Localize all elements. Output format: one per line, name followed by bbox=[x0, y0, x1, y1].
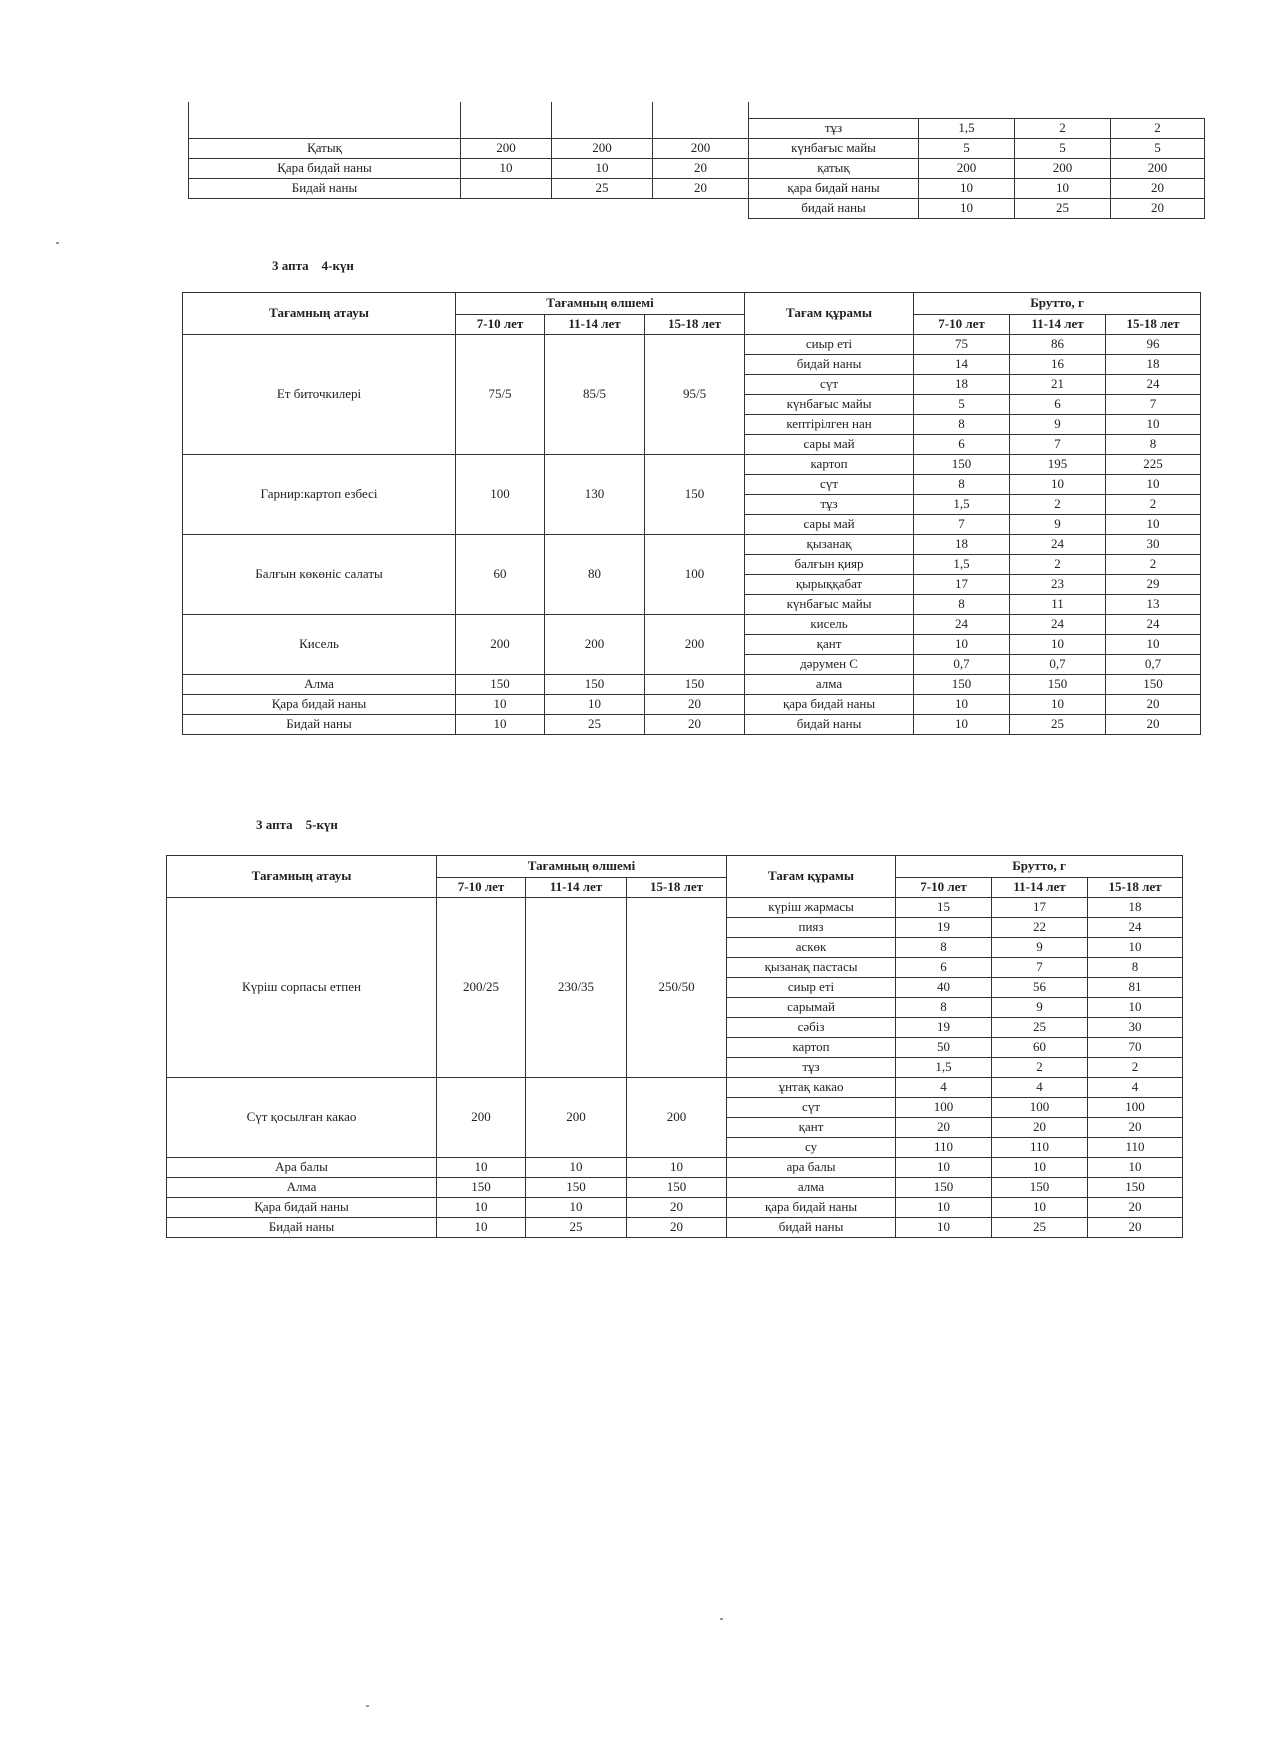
brutto-11-14-cell: 86 bbox=[1010, 335, 1106, 355]
portion-15-18-cell: 100 bbox=[645, 535, 745, 615]
ingredient-cell: қырыққабат bbox=[745, 575, 914, 595]
ingredient-cell: сүт bbox=[745, 475, 914, 495]
header-row bbox=[167, 856, 1183, 878]
brutto-7-10-cell: 19 bbox=[896, 1018, 992, 1038]
brutto-11-14-cell: 10 bbox=[1010, 475, 1106, 495]
brutto-15-18-cell: 150 bbox=[1106, 675, 1201, 695]
brutto-7-10-cell: 24 bbox=[914, 615, 1010, 635]
table-row bbox=[183, 695, 1201, 715]
brutto-15-18-cell: 24 bbox=[1106, 615, 1201, 635]
brutto-7-10-cell: 6 bbox=[896, 958, 992, 978]
brutto-15-18-cell: 10 bbox=[1088, 1158, 1183, 1178]
brutto-7-10-cell: 8 bbox=[896, 998, 992, 1018]
portion-7-10-cell: 10 bbox=[437, 1158, 526, 1178]
blank-cell bbox=[653, 102, 749, 138]
brutto-15-18-cell: 100 bbox=[1088, 1098, 1183, 1118]
dish-name-cell: Гарнир:картоп езбесі bbox=[183, 455, 456, 535]
table-row bbox=[183, 675, 1201, 695]
brutto-11-14-cell: 2 bbox=[1010, 555, 1106, 575]
brutto-15-18-cell: 29 bbox=[1106, 575, 1201, 595]
portion-15-18-cell: 10 bbox=[627, 1158, 727, 1178]
ingredient-cell: пияз bbox=[727, 918, 896, 938]
ingredient-cell: сәбіз bbox=[727, 1018, 896, 1038]
brutto-7-10-cell: 5 bbox=[919, 139, 1015, 159]
portion-11-14-cell: 200 bbox=[526, 1078, 627, 1158]
table-row bbox=[189, 158, 749, 178]
brutto-11-14-cell: 100 bbox=[992, 1098, 1088, 1118]
ingredient-cell: сүт bbox=[727, 1098, 896, 1118]
brutto-7-10-cell: 40 bbox=[896, 978, 992, 998]
brutto-15-18-cell: 20 bbox=[1106, 695, 1201, 715]
day4-table bbox=[182, 292, 1201, 735]
brutto-15-18-cell: 10 bbox=[1106, 635, 1201, 655]
table-row bbox=[167, 1158, 1183, 1178]
brutto-7-10-cell: 20 bbox=[896, 1118, 992, 1138]
brutto-7-10-cell: 1,5 bbox=[896, 1058, 992, 1078]
brutto-15-18-cell: 20 bbox=[1111, 199, 1205, 219]
day4-title: 3 апта 4-күн bbox=[272, 258, 354, 273]
brutto-7-10-cell: 75 bbox=[914, 335, 1010, 355]
brutto-15-18-cell: 18 bbox=[1106, 355, 1201, 375]
blank-cell bbox=[189, 102, 461, 138]
brutto-15-18-cell: 30 bbox=[1106, 535, 1201, 555]
header-age-age2: 11-14 лет bbox=[526, 878, 627, 898]
brutto-11-14-cell: 195 bbox=[1010, 455, 1106, 475]
portion-11-14-cell: 230/35 bbox=[526, 898, 627, 1078]
brutto-11-14-cell: 5 bbox=[1015, 139, 1111, 159]
brutto-11-14-cell: 2 bbox=[1015, 119, 1111, 139]
brutto-15-18-cell: 10 bbox=[1088, 938, 1183, 958]
brutto-7-10-cell: 0,7 bbox=[914, 655, 1010, 675]
brutto-7-10-cell: 1,5 bbox=[919, 119, 1015, 139]
header-composition: Тағам құрамы bbox=[727, 856, 896, 898]
ingredient-cell: ара балы bbox=[727, 1158, 896, 1178]
ingredient-cell: су bbox=[727, 1138, 896, 1158]
header-age-age3: 15-18 лет bbox=[627, 878, 727, 898]
brutto-11-14-cell: 6 bbox=[1010, 395, 1106, 415]
ingredient-cell: кептірілген нан bbox=[745, 415, 914, 435]
brutto-7-10-cell: 150 bbox=[896, 1178, 992, 1198]
ingredient-cell: ұнтақ какао bbox=[727, 1078, 896, 1098]
brutto-7-10-cell: 18 bbox=[914, 535, 1010, 555]
dish-name-cell: Балғын көкөніс салаты bbox=[183, 535, 456, 615]
brutto-11-14-cell: 9 bbox=[1010, 415, 1106, 435]
brutto-7-10-cell: 10 bbox=[896, 1158, 992, 1178]
brutto-11-14-cell: 9 bbox=[992, 998, 1088, 1018]
brutto-7-10-cell: 8 bbox=[914, 595, 1010, 615]
brutto-11-14-cell: 24 bbox=[1010, 535, 1106, 555]
portion-11-14-cell: 10 bbox=[545, 695, 645, 715]
portion-15-18-cell: 200 bbox=[627, 1078, 727, 1158]
brutto-11-14-cell: 10 bbox=[1010, 695, 1106, 715]
ingredient-cell: сары май bbox=[745, 435, 914, 455]
brutto-11-14-cell: 10 bbox=[992, 1198, 1088, 1218]
portion-7-10-cell: 10 bbox=[456, 715, 545, 735]
portion-11-14-cell: 150 bbox=[545, 675, 645, 695]
brutto-7-10-cell: 5 bbox=[914, 395, 1010, 415]
brutto-7-10-cell: 100 bbox=[896, 1098, 992, 1118]
brutto-15-18-cell: 24 bbox=[1106, 375, 1201, 395]
brutto-15-18-cell: 20 bbox=[1111, 179, 1205, 199]
ingredient-cell: қара бидай наны bbox=[745, 695, 914, 715]
header-brutto-age-age2: 11-14 лет bbox=[992, 878, 1088, 898]
portion-15-18-cell: 150 bbox=[645, 455, 745, 535]
blank-cell bbox=[461, 102, 552, 138]
header-brutto: Брутто, г bbox=[914, 293, 1201, 315]
ingredient-cell: күнбағыс майы bbox=[745, 595, 914, 615]
brutto-7-10-cell: 110 bbox=[896, 1138, 992, 1158]
brutto-7-10-cell: 10 bbox=[914, 635, 1010, 655]
brutto-15-18-cell: 110 bbox=[1088, 1138, 1183, 1158]
brutto-11-14-cell: 17 bbox=[992, 898, 1088, 918]
portion-15-18-cell: 20 bbox=[627, 1198, 727, 1218]
brutto-7-10-cell: 1,5 bbox=[914, 495, 1010, 515]
portion-15-18-cell: 200 bbox=[653, 138, 749, 158]
day5-title: 3 апта 5-күн bbox=[256, 817, 338, 832]
brutto-7-10-cell: 14 bbox=[914, 355, 1010, 375]
dish-name-cell: Алма bbox=[183, 675, 456, 695]
portion-11-14-cell: 10 bbox=[552, 158, 653, 178]
brutto-15-18-cell: 150 bbox=[1088, 1178, 1183, 1198]
portion-7-10-cell: 200 bbox=[437, 1078, 526, 1158]
portion-7-10-cell: 10 bbox=[437, 1198, 526, 1218]
brutto-15-18-cell: 10 bbox=[1106, 415, 1201, 435]
brutto-15-18-cell: 0,7 bbox=[1106, 655, 1201, 675]
ingredient-cell: тұз bbox=[749, 119, 919, 139]
brutto-11-14-cell: 2 bbox=[1010, 495, 1106, 515]
table-row bbox=[183, 715, 1201, 735]
brutto-15-18-cell: 20 bbox=[1088, 1218, 1183, 1238]
ingredient-cell: бидай наны bbox=[749, 199, 919, 219]
brutto-15-18-cell: 10 bbox=[1088, 998, 1183, 1018]
brutto-7-10-cell: 8 bbox=[914, 415, 1010, 435]
brutto-11-14-cell: 25 bbox=[992, 1018, 1088, 1038]
header-portion: Тағамның өлшемі bbox=[456, 293, 745, 315]
brutto-7-10-cell: 10 bbox=[896, 1198, 992, 1218]
portion-11-14-cell: 130 bbox=[545, 455, 645, 535]
brutto-11-14-cell: 10 bbox=[992, 1158, 1088, 1178]
brutto-11-14-cell: 150 bbox=[992, 1178, 1088, 1198]
ingredient-cell: тұз bbox=[727, 1058, 896, 1078]
brutto-15-18-cell: 30 bbox=[1088, 1018, 1183, 1038]
brutto-15-18-cell: 10 bbox=[1106, 475, 1201, 495]
brutto-11-14-cell: 7 bbox=[992, 958, 1088, 978]
brutto-15-18-cell: 2 bbox=[1106, 495, 1201, 515]
header-dish-name: Тағамның атауы bbox=[183, 293, 456, 335]
table-row bbox=[167, 1178, 1183, 1198]
brutto-11-14-cell: 21 bbox=[1010, 375, 1106, 395]
ingredient-cell: кисель bbox=[745, 615, 914, 635]
brutto-15-18-cell: 2 bbox=[1088, 1058, 1183, 1078]
brutto-15-18-cell: 81 bbox=[1088, 978, 1183, 998]
ingredient-cell: қант bbox=[745, 635, 914, 655]
portion-7-10-cell: 60 bbox=[456, 535, 545, 615]
brutto-7-10-cell: 19 bbox=[896, 918, 992, 938]
portion-15-18-cell: 20 bbox=[627, 1218, 727, 1238]
table-row bbox=[167, 1078, 1183, 1098]
portion-7-10-cell: 10 bbox=[437, 1218, 526, 1238]
ingredient-cell: күнбағыс майы bbox=[749, 139, 919, 159]
brutto-7-10-cell: 10 bbox=[919, 199, 1015, 219]
ingredient-cell: қант bbox=[727, 1118, 896, 1138]
portion-7-10-cell: 200 bbox=[461, 138, 552, 158]
brutto-15-18-cell: 10 bbox=[1106, 515, 1201, 535]
header-brutto-age-age3: 15-18 лет bbox=[1106, 315, 1201, 335]
brutto-15-18-cell: 8 bbox=[1106, 435, 1201, 455]
portion-11-14-cell: 25 bbox=[526, 1218, 627, 1238]
ingredient-cell: аскөк bbox=[727, 938, 896, 958]
ingredient-cell: қызанақ пастасы bbox=[727, 958, 896, 978]
header-age-age1: 7-10 лет bbox=[456, 315, 545, 335]
brutto-7-10-cell: 1,5 bbox=[914, 555, 1010, 575]
ingredient-cell: сүт bbox=[745, 375, 914, 395]
brutto-15-18-cell: 20 bbox=[1088, 1118, 1183, 1138]
portion-15-18-cell: 20 bbox=[645, 715, 745, 735]
brutto-7-10-cell: 150 bbox=[914, 675, 1010, 695]
table-row bbox=[749, 139, 1205, 159]
ingredient-cell: тұз bbox=[745, 495, 914, 515]
brutto-15-18-cell: 96 bbox=[1106, 335, 1201, 355]
brutto-15-18-cell: 70 bbox=[1088, 1038, 1183, 1058]
portion-11-14-cell: 10 bbox=[526, 1158, 627, 1178]
portion-11-14-cell: 10 bbox=[526, 1198, 627, 1218]
brutto-11-14-cell: 22 bbox=[992, 918, 1088, 938]
portion-15-18-cell: 150 bbox=[645, 675, 745, 695]
ingredient-cell: балғын қияр bbox=[745, 555, 914, 575]
table-row bbox=[749, 159, 1205, 179]
brutto-15-18-cell: 2 bbox=[1111, 119, 1205, 139]
portion-11-14-cell: 25 bbox=[552, 178, 653, 198]
brutto-11-14-cell: 23 bbox=[1010, 575, 1106, 595]
brutto-15-18-cell: 225 bbox=[1106, 455, 1201, 475]
header-age-age1: 7-10 лет bbox=[437, 878, 526, 898]
portion-15-18-cell: 200 bbox=[645, 615, 745, 675]
table-row bbox=[183, 615, 1201, 635]
ingredient-cell: сиыр еті bbox=[727, 978, 896, 998]
brutto-15-18-cell: 20 bbox=[1106, 715, 1201, 735]
brutto-7-10-cell: 6 bbox=[914, 435, 1010, 455]
brutto-15-18-cell: 4 bbox=[1088, 1078, 1183, 1098]
portion-7-10-cell bbox=[461, 178, 552, 198]
top-left-table bbox=[188, 102, 749, 199]
brutto-11-14-cell: 4 bbox=[992, 1078, 1088, 1098]
header-brutto-age-age2: 11-14 лет bbox=[1010, 315, 1106, 335]
header-brutto: Брутто, г bbox=[896, 856, 1183, 878]
table-row bbox=[167, 1218, 1183, 1238]
dish-name-cell: Кисель bbox=[183, 615, 456, 675]
portion-15-18-cell: 20 bbox=[653, 178, 749, 198]
ingredient-cell: күнбағыс майы bbox=[745, 395, 914, 415]
portion-15-18-cell: 95/5 bbox=[645, 335, 745, 455]
dish-name-cell: Бидай наны bbox=[167, 1218, 437, 1238]
dish-name-cell: Қатық bbox=[189, 138, 461, 158]
ingredient-cell: сарымай bbox=[727, 998, 896, 1018]
brutto-11-14-cell: 24 bbox=[1010, 615, 1106, 635]
brutto-7-10-cell: 4 bbox=[896, 1078, 992, 1098]
dish-name-cell: Күріш сорпасы етпен bbox=[167, 898, 437, 1078]
header-brutto-age-age1: 7-10 лет bbox=[914, 315, 1010, 335]
ingredient-cell: бидай наны bbox=[745, 355, 914, 375]
table-row bbox=[189, 102, 749, 138]
portion-7-10-cell: 10 bbox=[456, 695, 545, 715]
brutto-15-18-cell: 200 bbox=[1111, 159, 1205, 179]
header-portion: Тағамның өлшемі bbox=[437, 856, 727, 878]
portion-7-10-cell: 10 bbox=[461, 158, 552, 178]
portion-11-14-cell: 85/5 bbox=[545, 335, 645, 455]
ingredient-cell: алма bbox=[727, 1178, 896, 1198]
brutto-11-14-cell: 25 bbox=[1010, 715, 1106, 735]
portion-11-14-cell: 150 bbox=[526, 1178, 627, 1198]
ingredient-cell: дәрумен С bbox=[745, 655, 914, 675]
blank-cell bbox=[552, 102, 653, 138]
ingredient-cell: алма bbox=[745, 675, 914, 695]
brutto-11-14-cell: 9 bbox=[1010, 515, 1106, 535]
dish-name-cell: Қара бидай наны bbox=[189, 158, 461, 178]
brutto-15-18-cell: 5 bbox=[1111, 139, 1205, 159]
portion-7-10-cell: 150 bbox=[456, 675, 545, 695]
brutto-7-10-cell: 17 bbox=[914, 575, 1010, 595]
portion-11-14-cell: 200 bbox=[545, 615, 645, 675]
ingredient-cell: қызанақ bbox=[745, 535, 914, 555]
ingredient-cell: сиыр еті bbox=[745, 335, 914, 355]
header-dish-name: Тағамның атауы bbox=[167, 856, 437, 898]
brutto-11-14-cell: 150 bbox=[1010, 675, 1106, 695]
ingredient-cell: бидай наны bbox=[727, 1218, 896, 1238]
top-right-table bbox=[748, 118, 1205, 219]
header-age-age2: 11-14 лет bbox=[545, 315, 645, 335]
brutto-7-10-cell: 8 bbox=[914, 475, 1010, 495]
brutto-7-10-cell: 15 bbox=[896, 898, 992, 918]
ingredient-cell: қатық bbox=[749, 159, 919, 179]
brutto-7-10-cell: 8 bbox=[896, 938, 992, 958]
table-row bbox=[749, 119, 1205, 139]
ingredient-cell: сары май bbox=[745, 515, 914, 535]
brutto-7-10-cell: 18 bbox=[914, 375, 1010, 395]
brutto-11-14-cell: 0,7 bbox=[1010, 655, 1106, 675]
portion-7-10-cell: 150 bbox=[437, 1178, 526, 1198]
portion-15-18-cell: 20 bbox=[653, 158, 749, 178]
brutto-11-14-cell: 60 bbox=[992, 1038, 1088, 1058]
header-row bbox=[183, 293, 1201, 315]
brutto-11-14-cell: 9 bbox=[992, 938, 1088, 958]
brutto-11-14-cell: 25 bbox=[992, 1218, 1088, 1238]
brutto-11-14-cell: 16 bbox=[1010, 355, 1106, 375]
brutto-15-18-cell: 2 bbox=[1106, 555, 1201, 575]
dish-name-cell: Бидай наны bbox=[183, 715, 456, 735]
brutto-7-10-cell: 10 bbox=[896, 1218, 992, 1238]
portion-15-18-cell: 20 bbox=[645, 695, 745, 715]
table-row bbox=[189, 138, 749, 158]
ingredient-cell: қара бидай наны bbox=[727, 1198, 896, 1218]
portion-15-18-cell: 250/50 bbox=[627, 898, 727, 1078]
table-row bbox=[189, 178, 749, 198]
portion-15-18-cell: 150 bbox=[627, 1178, 727, 1198]
day5-table bbox=[166, 855, 1183, 1238]
brutto-7-10-cell: 200 bbox=[919, 159, 1015, 179]
header-brutto-age-age1: 7-10 лет bbox=[896, 878, 992, 898]
ingredient-cell: бидай наны bbox=[745, 715, 914, 735]
brutto-7-10-cell: 7 bbox=[914, 515, 1010, 535]
dish-name-cell: Қара бидай наны bbox=[167, 1198, 437, 1218]
brutto-11-14-cell: 7 bbox=[1010, 435, 1106, 455]
brutto-11-14-cell: 10 bbox=[1015, 179, 1111, 199]
portion-7-10-cell: 75/5 bbox=[456, 335, 545, 455]
brutto-11-14-cell: 110 bbox=[992, 1138, 1088, 1158]
portion-11-14-cell: 200 bbox=[552, 138, 653, 158]
portion-7-10-cell: 100 bbox=[456, 455, 545, 535]
dish-name-cell: Алма bbox=[167, 1178, 437, 1198]
brutto-11-14-cell: 2 bbox=[992, 1058, 1088, 1078]
table-row bbox=[183, 535, 1201, 555]
ingredient-cell: күріш жармасы bbox=[727, 898, 896, 918]
header-composition: Тағам құрамы bbox=[745, 293, 914, 335]
portion-11-14-cell: 80 bbox=[545, 535, 645, 615]
table-row bbox=[749, 199, 1205, 219]
brutto-11-14-cell: 11 bbox=[1010, 595, 1106, 615]
brutto-15-18-cell: 7 bbox=[1106, 395, 1201, 415]
table-row bbox=[167, 1198, 1183, 1218]
brutto-11-14-cell: 25 bbox=[1015, 199, 1111, 219]
dish-name-cell: Сүт қосылған какао bbox=[167, 1078, 437, 1158]
table-row bbox=[749, 179, 1205, 199]
table-row bbox=[183, 455, 1201, 475]
brutto-11-14-cell: 20 bbox=[992, 1118, 1088, 1138]
brutto-15-18-cell: 20 bbox=[1088, 1198, 1183, 1218]
brutto-15-18-cell: 8 bbox=[1088, 958, 1183, 978]
brutto-15-18-cell: 24 bbox=[1088, 918, 1183, 938]
ingredient-cell: картоп bbox=[727, 1038, 896, 1058]
ingredient-cell: картоп bbox=[745, 455, 914, 475]
brutto-11-14-cell: 10 bbox=[1010, 635, 1106, 655]
dish-name-cell: Бидай наны bbox=[189, 178, 461, 198]
table-row bbox=[183, 335, 1201, 355]
table-row bbox=[167, 898, 1183, 918]
dish-name-cell: Қара бидай наны bbox=[183, 695, 456, 715]
brutto-7-10-cell: 10 bbox=[914, 695, 1010, 715]
brutto-7-10-cell: 10 bbox=[914, 715, 1010, 735]
brutto-11-14-cell: 56 bbox=[992, 978, 1088, 998]
brutto-15-18-cell: 13 bbox=[1106, 595, 1201, 615]
ingredient-cell: қара бидай наны bbox=[749, 179, 919, 199]
brutto-7-10-cell: 10 bbox=[919, 179, 1015, 199]
brutto-11-14-cell: 200 bbox=[1015, 159, 1111, 179]
brutto-7-10-cell: 50 bbox=[896, 1038, 992, 1058]
portion-7-10-cell: 200/25 bbox=[437, 898, 526, 1078]
dish-name-cell: Ара балы bbox=[167, 1158, 437, 1178]
brutto-15-18-cell: 18 bbox=[1088, 898, 1183, 918]
dish-name-cell: Ет биточкилері bbox=[183, 335, 456, 455]
header-brutto-age-age3: 15-18 лет bbox=[1088, 878, 1183, 898]
brutto-7-10-cell: 150 bbox=[914, 455, 1010, 475]
portion-7-10-cell: 200 bbox=[456, 615, 545, 675]
portion-11-14-cell: 25 bbox=[545, 715, 645, 735]
header-age-age3: 15-18 лет bbox=[645, 315, 745, 335]
